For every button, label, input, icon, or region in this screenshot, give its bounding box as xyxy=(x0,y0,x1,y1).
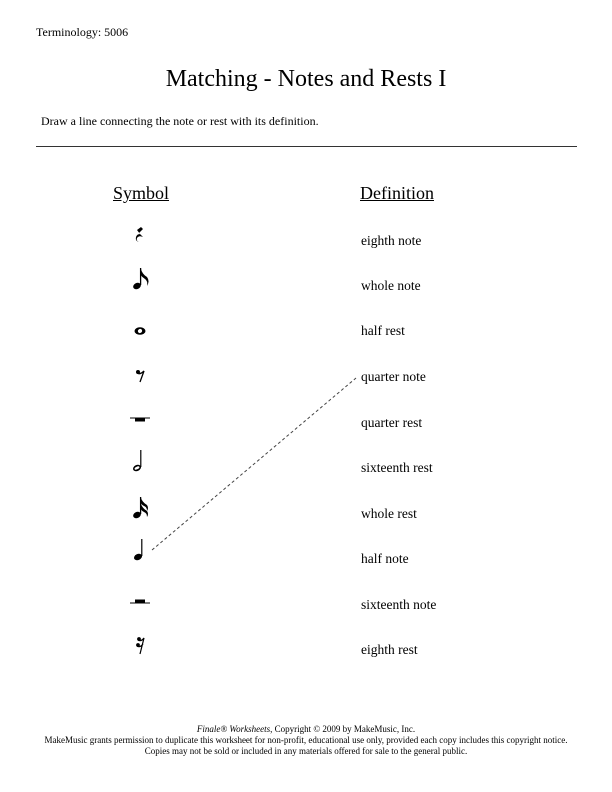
definition-column-heading: Definition xyxy=(360,183,434,203)
definition-item: whole note xyxy=(361,278,421,293)
half-rest-icon xyxy=(130,600,150,604)
eighth-note-icon xyxy=(132,268,148,290)
connector-line xyxy=(152,378,356,550)
sixteenth-note-icon xyxy=(132,497,148,519)
footer-line-2: MakeMusic grants permission to duplicate this worksheet for non-profit, educational use only, provided each copy includes this copyright notice. xyxy=(44,735,568,745)
definition-item: whole rest xyxy=(361,506,417,521)
sixteenth-rest-icon xyxy=(136,637,144,654)
definition-item: eighth note xyxy=(361,233,422,248)
worksheet-code: Terminology: 5006 xyxy=(36,25,129,39)
whole-rest-icon xyxy=(130,418,150,422)
copyright-footer xyxy=(0,724,612,757)
definition-item: half note xyxy=(361,551,409,566)
quarter-note-icon xyxy=(133,539,143,561)
eighth-rest-icon xyxy=(136,370,144,382)
footer-line-3: Copies may not be sold or included in any materials offered for sale to the general public. xyxy=(144,746,468,756)
symbol-column-heading: Symbol xyxy=(113,183,170,203)
footer-brand: Finale® Worksheets xyxy=(196,724,271,734)
definition-item: eighth rest xyxy=(361,642,418,657)
definition-item: quarter rest xyxy=(361,415,423,430)
page-title: Matching - Notes and Rests I xyxy=(165,66,447,92)
definition-item: sixteenth note xyxy=(361,597,437,612)
quarter-rest-icon xyxy=(136,224,143,242)
definition-item: half rest xyxy=(361,323,405,338)
half-note-icon xyxy=(132,450,142,472)
footer-copyright: , Copyright © 2009 by MakeMusic, Inc. xyxy=(270,724,416,734)
footer-line-1 xyxy=(0,724,612,735)
instructions: Draw a line connecting the note or rest with its definition. xyxy=(41,114,319,128)
definition-item: quarter note xyxy=(361,369,426,384)
whole-note-icon xyxy=(135,327,146,335)
definition-item: sixteenth rest xyxy=(361,460,433,475)
